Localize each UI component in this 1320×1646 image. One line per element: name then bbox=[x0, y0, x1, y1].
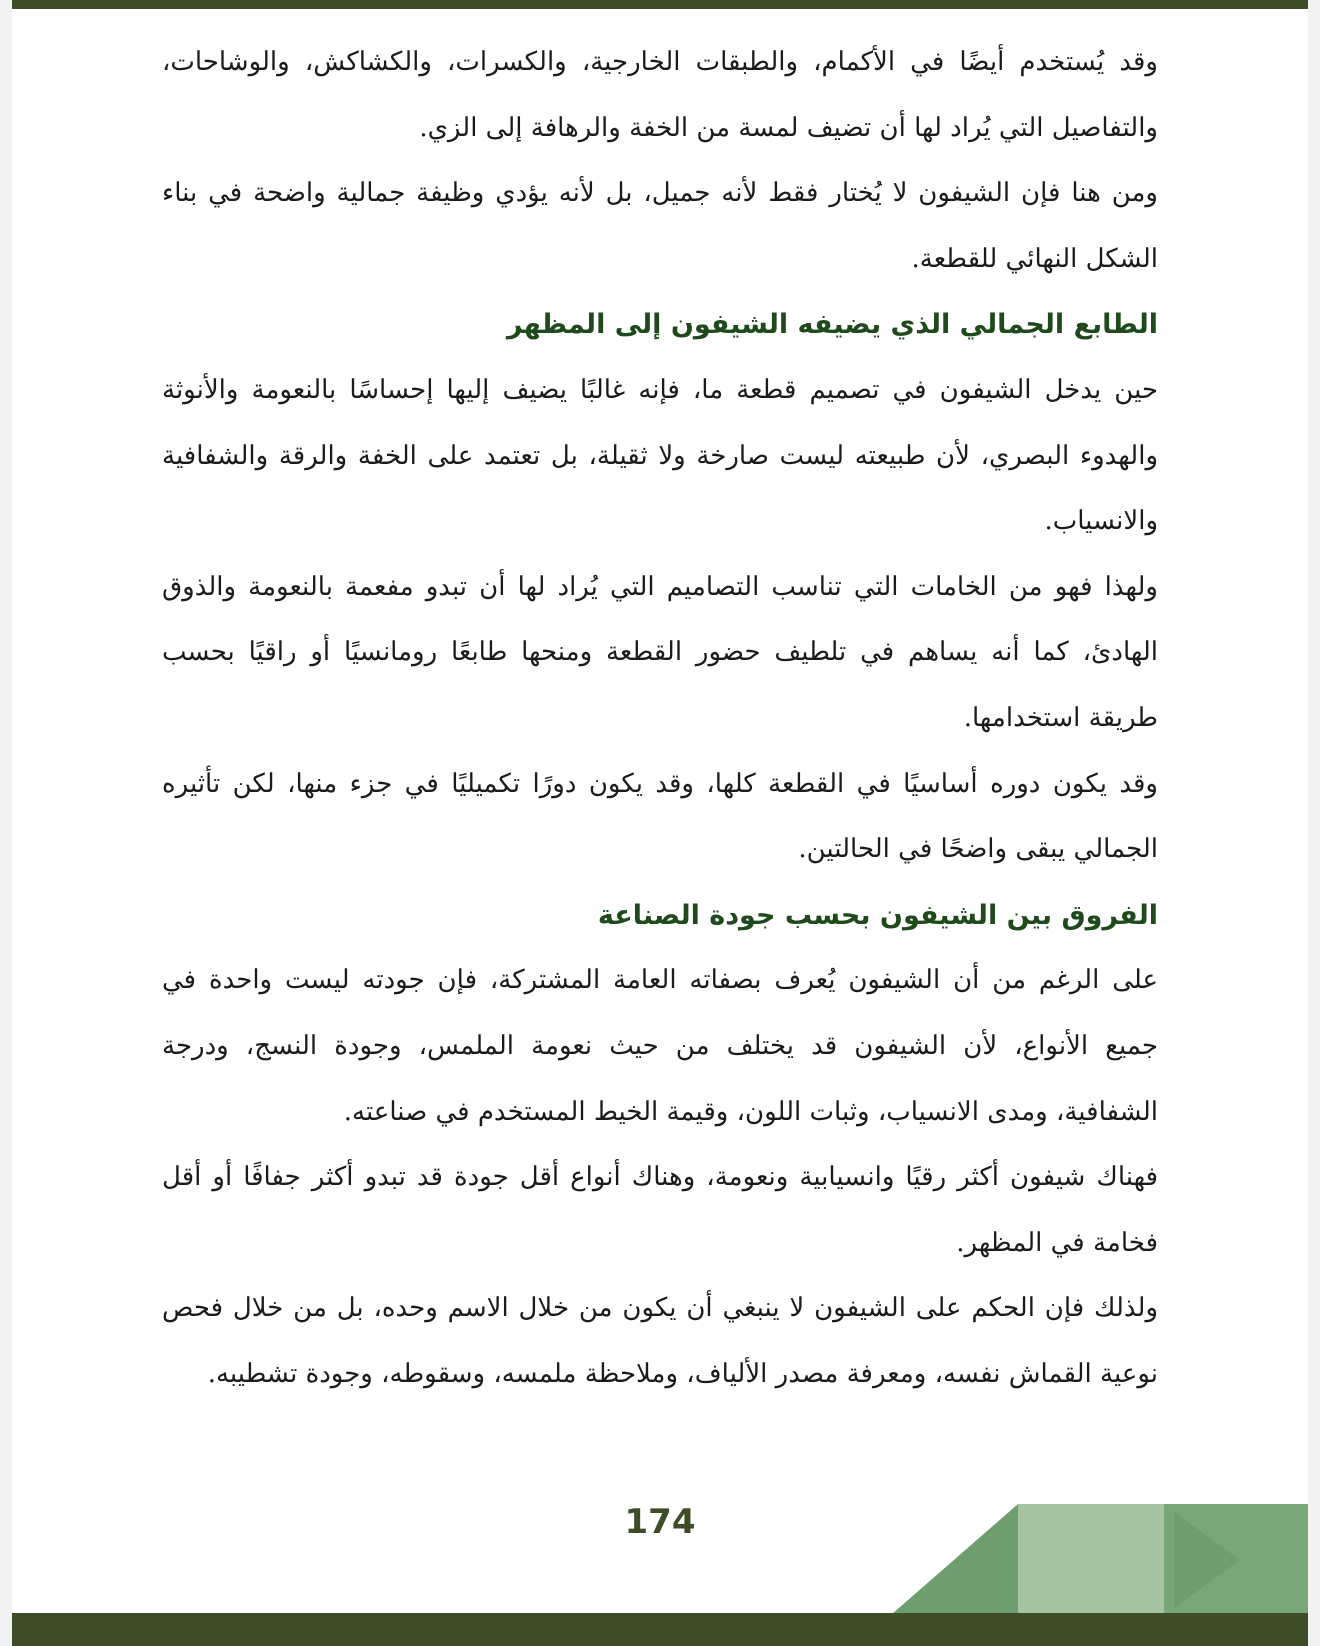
paragraph-4: ولهذا فهو من الخامات التي تناسب التصاميم التي يُراد لها أن تبدو مفعمة بالنعومة والذوق الهادئ، كما أنه يساهم في تلطيف حضور القطعة ومنحها طابعًا رومانسيًا أو راقيًا بحسب طريقة استخدامها. bbox=[162, 571, 1158, 733]
corner-decoration bbox=[892, 1504, 1308, 1614]
top-color-band bbox=[12, 0, 1308, 9]
paragraph-1: وقد يُستخدم أيضًا في الأكمام، والطبقات الخارجية، والكسرات، والكشاكش، والوشاحات، والتفاصيل التي يُراد لها أن تضيف لمسة من الخفة والرهافة إلى الزي. bbox=[162, 47, 1158, 143]
paragraph-2: ومن هنا فإن الشيفون لا يُختار فقط لأنه جميل، بل لأنه يؤدي وظيفة جمالية واضحة في بناء الشكل النهائي للقطعة. bbox=[162, 178, 1158, 274]
section-heading-aesthetic: الطابع الجمالي الذي يضيفه الشيفون إلى المظهر bbox=[506, 309, 1158, 341]
paragraph-6: على الرغم من أن الشيفون يُعرف بصفاته العامة المشتركة، فإن جودته ليست واحدة في جميع الأنواع، لأن الشيفون قد يختلف من حيث نعومة الملمس، وجودة النسج، ودرجة الشفافية، ومدى الانسياب، وثبات اللون، وقيمة الخيط المستخدم في صناعته. bbox=[162, 965, 1158, 1127]
paragraph-8: ولذلك فإن الحكم على الشيفون لا ينبغي أن يكون من خلال الاسم وحده، بل من خلال فحص نوعية القماش نفسه، ومعرفة مصدر الألياف، وملاحظة ملمسه، وسقوطه، وجودة تشطيبه. bbox=[162, 1293, 1158, 1389]
section-heading-quality: الفروق بين الشيفون بحسب جودة الصناعة bbox=[597, 899, 1158, 931]
left-page-edge bbox=[0, 0, 12, 1646]
paragraph-7: فهناك شيفون أكثر رقيًا وانسيابية ونعومة، وهناك أنواع أقل جودة قد تبدو أكثر جفافًا أو أقل فخامة في المظهر. bbox=[162, 1162, 1158, 1258]
right-page-edge bbox=[1308, 0, 1320, 1646]
deco-dark-triangle bbox=[892, 1504, 1018, 1614]
paragraph-5: وقد يكون دوره أساسيًا في القطعة كلها، وقد يكون دورًا تكميليًا في جزء منها، لكن تأثيره الجمالي يبقى واضحًا في الحالتين. bbox=[162, 768, 1158, 865]
paragraph-3: حين يدخل الشيفون في تصميم قطعة ما، فإنه غالبًا يضيف إليها إحساسًا بالنعومة والأنوثة والهدوء البصري، لأن طبيعته ليست صارخة ولا ثقيلة، بل تعتمد على الخفة والرقة والشفافية والانسياب. bbox=[162, 374, 1158, 537]
page-number: 174 bbox=[624, 1502, 696, 1542]
page-body bbox=[162, 30, 1158, 1407]
bottom-color-band bbox=[12, 1613, 1308, 1646]
